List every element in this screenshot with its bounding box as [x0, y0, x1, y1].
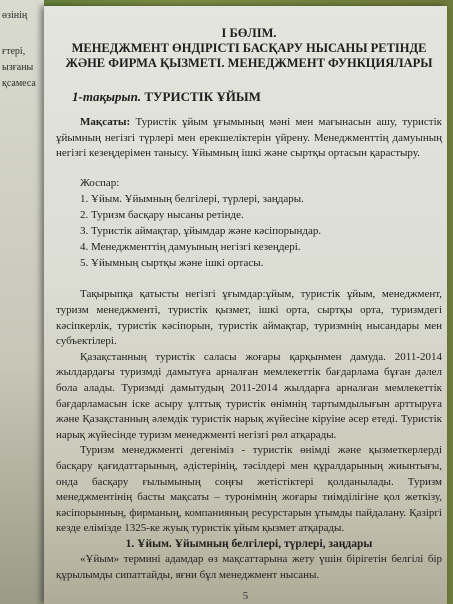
left-page-fragment: қсамеса	[2, 78, 36, 89]
part-title-line-2: ЖӘНЕ ФИРМА ҚЫЗМЕТІ. МЕНЕДЖМЕНТ ФУНКЦИЯЛАРЫ	[65, 56, 433, 70]
aim-paragraph	[56, 115, 442, 162]
tourism-management-paragraph: Туризм менеджменті дегеніміз - туристік өнімді және қызметкерлерді басқару қағидаттарының, әдістерінің, тәсілдері мен құралдарының жиынтығы, онда басқару ғылымының соңғы жетістіктері қолданылады. Туризм менеджментінің басты мақсаты – туронімнің жоғары тиімділігіне қол жеткізу, кәсіпорынның, фирманың, компанияның ресурстарын ұтымды пайдалану. Қазіргі кезде елімізде 1325-ке жуық туристік ұйым қызмет атқарады.	[56, 444, 442, 535]
topic-title: ТУРИСТІК ҰЙЫМ	[144, 89, 261, 104]
topic-heading	[56, 89, 442, 105]
key-concepts-paragraph: Тақырыпқа қатысты негізгі ұғымдар:ұйым, туристік ұйым, менеджмент, туризм менеджменті, туристік қызмет, ішкі орта, сыртқы орта, туризмдегі кәсіпкерлік, туристік кәсіпорын, туристік аймақтар, туризмнің нысандары мен субъектілері.	[56, 288, 442, 348]
part-number: І БӨЛІМ.	[221, 26, 277, 40]
plan-item: 5. Ұйымның сыртқы және ішкі ортасы.	[80, 257, 264, 270]
plan-item: 1. Ұйым. Ұйымның белгілері, түрлері, заңдары.	[80, 193, 304, 206]
organization-term-paragraph: «Ұйым» термині адамдар өз мақсаттарына жету үшін бірігетін белгілі бір құрылымды сипаттайды, яғни бұл менеджмент нысаны.	[56, 553, 442, 582]
book-page	[44, 6, 447, 604]
plan-title: Жоспар:	[80, 176, 120, 189]
topic-label: 1-тақырып.	[72, 89, 142, 104]
plan-item: 4. Менеджменттің дамуының негізгі кезеңдері.	[80, 241, 301, 254]
left-page-edge	[0, 0, 44, 604]
section-heading: 1. Ұйым. Ұйымның белгілері, түрлері, заңдары	[125, 537, 373, 550]
plan-list	[56, 191, 442, 271]
plan-item: 3. Туристік аймақтар, ұйымдар және кәсіпорындар.	[80, 225, 322, 238]
kazakhstan-tourism-paragraph: Қазақстанның туристік саласы жоғары қарқынмен дамуда. 2011-2014 жылдардағы туризмді дамытуға арналған мемлекеттік бағдарлама бұған дәлел бола алады. Туризмді дамытудың 2011-2014 жылдарға арналған мемлекеттік бағдарламасын іске асыру ұлттық туристік өнімнің тартымдылығын арттыруға және Қазақстанның әлемдік туристік нарық жүйесіне кіруіне әсер етеді. Туристік нарық жүйесінде туризм менеджменті негізгі рөл атқарады.	[56, 350, 442, 441]
aim-text: Туристік ұйым ұғымының мәні мен мағынасын ашу, туристік ұйымның негізгі түрлері мен ерекшеліктерін үйрену. Менеджменттің дамуының негізгі кезеңдерімен танысу. Ұйымның ішкі және сыртқы ортасын қарастыру.	[56, 116, 443, 160]
page-number: 5	[242, 590, 249, 602]
left-page-fragment: ызғаны	[2, 62, 34, 73]
page-content	[56, 26, 442, 584]
left-page-fragment: өзінің	[2, 10, 28, 21]
aim-label: Мақсаты:	[80, 116, 131, 128]
part-title-line-1: МЕНЕДЖМЕНТ ӨНДІРІСТІ БАСҚАРУ НЫСАНЫ РЕТІНДЕ	[71, 41, 427, 55]
plan-item: 2. Туризм басқару нысаны ретінде.	[80, 209, 244, 222]
left-page-fragment: ғтері,	[2, 46, 26, 57]
